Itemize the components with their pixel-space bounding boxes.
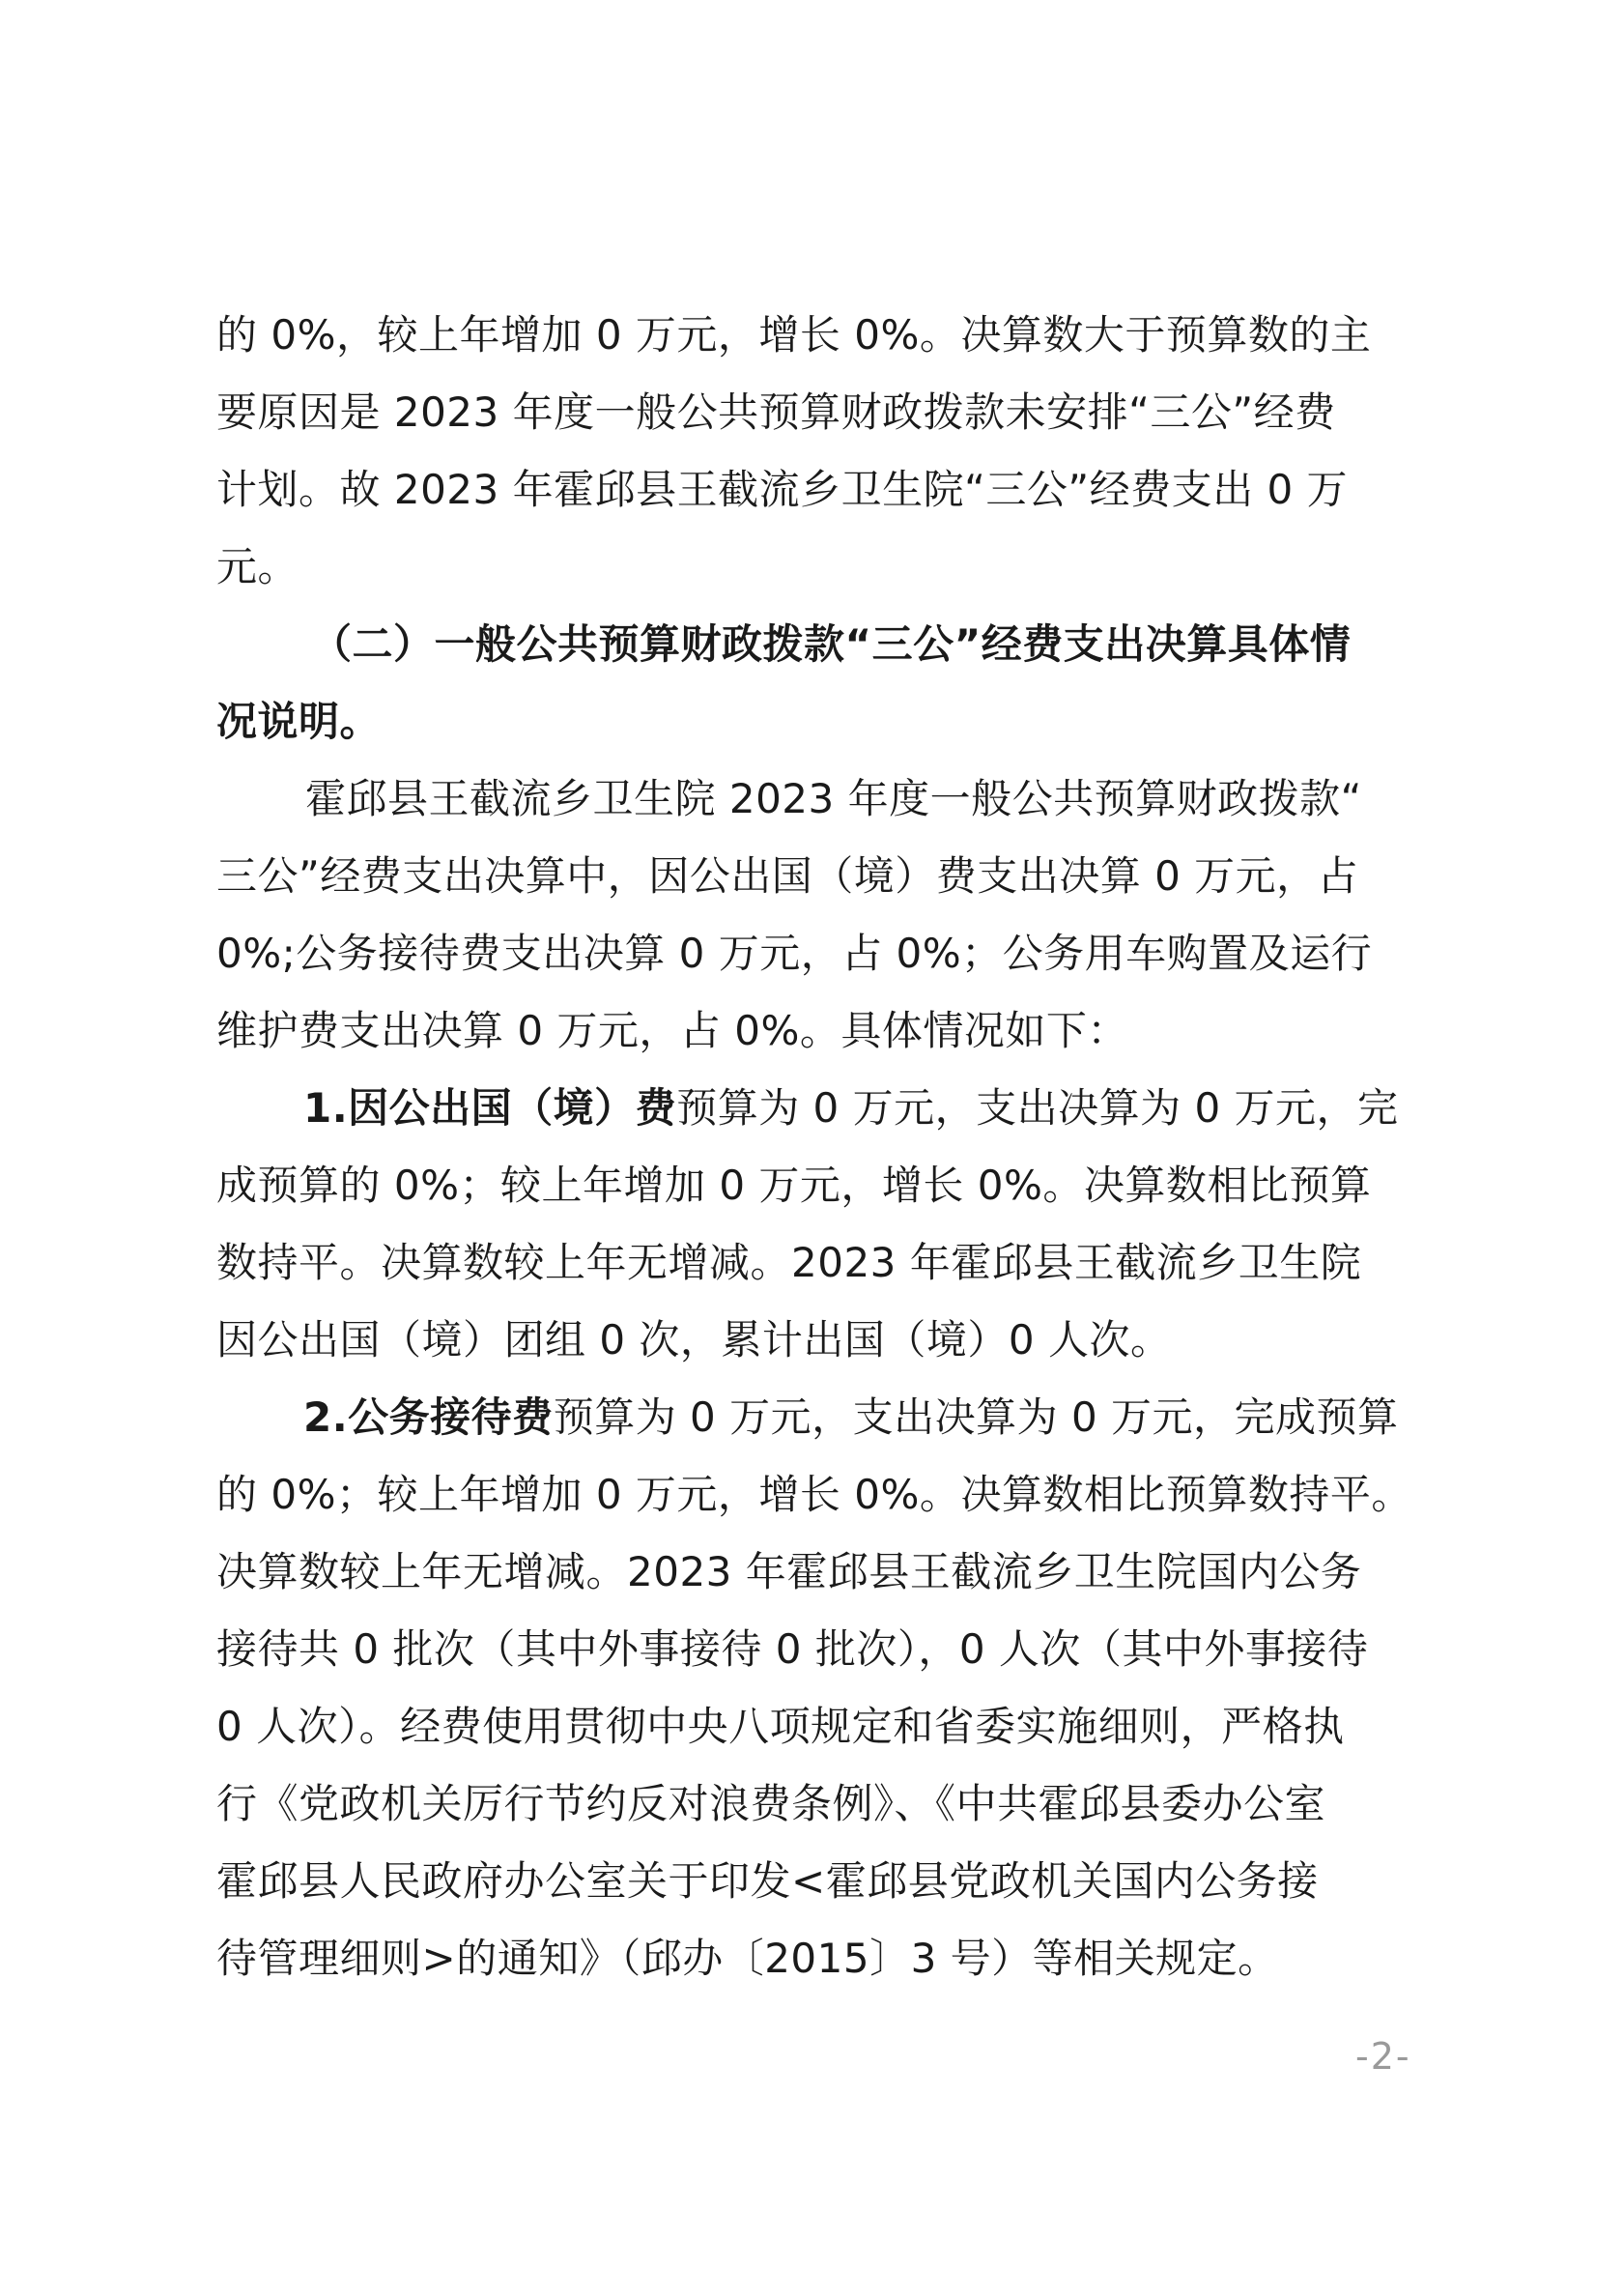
- paragraph-line: 0 人次）。经费使用贯彻中央八项规定和省委实施细则，严格执: [216, 1703, 1345, 1750]
- item-text: 预算为 0 万元，支出决算为 0 万元，完成预算: [553, 1393, 1399, 1441]
- item-heading: 1.因公出国（境）费: [303, 1084, 677, 1132]
- paragraph-line: 元。: [216, 543, 299, 590]
- paragraph-line: 因公出国（境）团组 0 次，累计出国（境）0 人次。: [216, 1316, 1172, 1363]
- paragraph-line: 行《党政机关厉行节约反对浪费条例》、《中共霍邱县委办公室: [216, 1780, 1326, 1827]
- page-number: -2-: [1355, 2035, 1411, 2078]
- paragraph-line: 的 0%，较上年增加 0 万元，增长 0%。决算数大于预算数的主: [216, 311, 1372, 359]
- paragraph-line: 霍邱县王截流乡卫生院 2023 年度一般公共预算财政拨款“: [305, 775, 1362, 822]
- paragraph-line: 要原因是 2023 年度一般公共预算财政拨款未安排“三公”经费: [216, 388, 1336, 436]
- paragraph-line: 三公”经费支出决算中，因公出国（境）费支出决算 0 万元，占: [216, 852, 1359, 900]
- item-text: 预算为 0 万元，支出决算为 0 万元，完: [676, 1084, 1399, 1132]
- paragraph-line: 成预算的 0%；较上年增加 0 万元，增长 0%。决算数相比预算: [216, 1162, 1372, 1209]
- paragraph-line: 0%;公务接待费支出决算 0 万元，占 0%；公务用车购置及运行: [216, 930, 1373, 977]
- paragraph-line: 计划。故 2023 年霍邱县王截流乡卫生院“三公”经费支出 0 万: [216, 466, 1349, 513]
- paragraph-line: [303, 1084, 1399, 1132]
- paragraph-line: 霍邱县人民政府办公室关于印发<霍邱县党政机关国内公务接: [216, 1857, 1319, 1905]
- paragraph-line: 数持平。决算数较上年无增减。2023 年霍邱县王截流乡卫生院: [216, 1239, 1362, 1286]
- paragraph-line: 待管理细则>的通知》（邱办〔2015〕3 号）等相关规定。: [216, 1935, 1279, 1982]
- paragraph-line: 决算数较上年无增减。2023 年霍邱县王截流乡卫生院国内公务: [216, 1548, 1362, 1595]
- paragraph-line: 的 0%；较上年增加 0 万元，增长 0%。决算数相比预算数持平。: [216, 1471, 1412, 1518]
- item-heading: 2.公务接待费: [303, 1393, 554, 1441]
- section-heading: 况说明。: [216, 698, 382, 745]
- paragraph-line: [303, 1393, 1399, 1441]
- paragraph-line: 接待共 0 批次（其中外事接待 0 批次），0 人次（其中外事接待: [216, 1625, 1369, 1673]
- section-heading: （二）一般公共预算财政拨款“三公”经费支出决算具体情: [311, 620, 1352, 668]
- paragraph-line: 维护费支出决算 0 万元，占 0%。具体情况如下：: [216, 1007, 1128, 1054]
